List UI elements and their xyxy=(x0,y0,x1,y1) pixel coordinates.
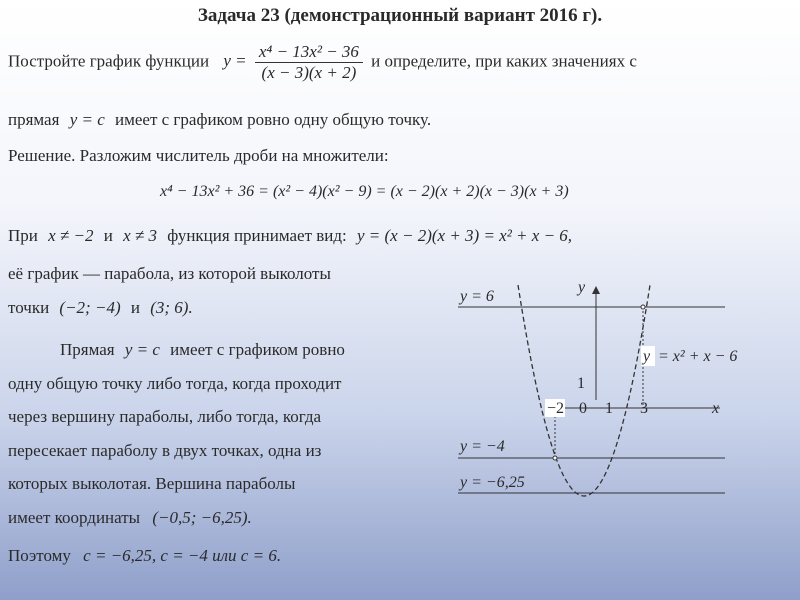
label-y-6: y = 6 xyxy=(460,288,494,305)
punctured-point-1 xyxy=(553,456,557,460)
line-text-b: имеет с графиком ровно xyxy=(170,340,345,359)
tick-label-3: 3 xyxy=(640,400,648,417)
points-text: точки xyxy=(8,298,50,317)
task-text-4: имеет с графиком ровно одну общую точку. xyxy=(115,110,432,129)
condition-text-2: функция принимает вид: xyxy=(167,226,347,245)
task-line-math: y = c xyxy=(69,110,105,129)
tick-label-0: 0 xyxy=(579,400,587,417)
answer-text: Поэтому xyxy=(8,546,71,565)
solution-text-4: через вершину параболы, либо тогда, когда xyxy=(8,407,322,426)
task-text-3: прямая xyxy=(8,110,60,129)
factorization-formula: x⁴ − 13x² + 36 = (x² − 4)(x² − 9) = (x − 2)(x + 2)(x − 3)(x + 3) xyxy=(160,183,569,200)
vertex-coords: (−0,5; −6,25). xyxy=(152,508,252,527)
slide-title: Задача 23 (демонстрационный вариант 2016 г). xyxy=(197,5,603,26)
solution-text-5: пересекает параболу в двух точках, одна из xyxy=(8,441,322,460)
solution-heading: Решение. Разложим числитель дроби на множители: xyxy=(8,146,389,165)
condition-and: и xyxy=(103,226,113,245)
label-y-minus-4: y = −4 xyxy=(460,438,505,455)
tick-label-minus-2: −2 xyxy=(547,400,565,417)
point-2: (3; 6). xyxy=(150,298,193,317)
vertex-text: имеет координаты xyxy=(8,508,141,527)
solution-text-1: её график — парабола, из которой выколоты xyxy=(8,264,331,283)
x-axis-label: x xyxy=(712,400,720,417)
task-text-1: Постройте график функции xyxy=(8,51,210,71)
function-label-y: y xyxy=(643,348,651,365)
points-and: и xyxy=(130,298,140,317)
fraction-numerator: x⁴ − 13x² − 36 xyxy=(255,42,363,63)
label-y-minus-6-25: y = −6,25 xyxy=(460,474,525,491)
condition-math-1: x ≠ −2 xyxy=(48,226,94,245)
y-axis-arrow-icon xyxy=(592,286,600,294)
punctured-point-2 xyxy=(641,305,645,309)
y-axis-label: y xyxy=(578,279,586,296)
function-label-formula: = x² + x − 6 xyxy=(658,348,738,365)
task-y-eq: y = xyxy=(223,51,247,71)
condition-math-2: x ≠ 3 xyxy=(123,226,157,245)
tick-label-1: 1 xyxy=(605,400,613,417)
answer-values: c = −6,25, c = −4 или c = 6. xyxy=(83,546,282,565)
solution-text-3: одну общую точку либо тогда, когда проходит xyxy=(8,374,342,393)
point-1: (−2; −4) xyxy=(59,298,121,317)
condition-text-1: При xyxy=(8,226,38,245)
tick-label-y-1: 1 xyxy=(577,375,585,392)
function-form: y = (x − 2)(x + 3) = x² + x − 6, xyxy=(357,226,573,245)
task-text-2: и определите, при каких значениях c xyxy=(371,51,637,71)
fraction-denominator: (x − 3)(x + 2) xyxy=(261,63,357,82)
line-text-a: Прямая xyxy=(60,340,115,359)
line-math: y = c xyxy=(124,340,160,359)
solution-text-6: которых выколотая. Вершина параболы xyxy=(8,474,296,493)
